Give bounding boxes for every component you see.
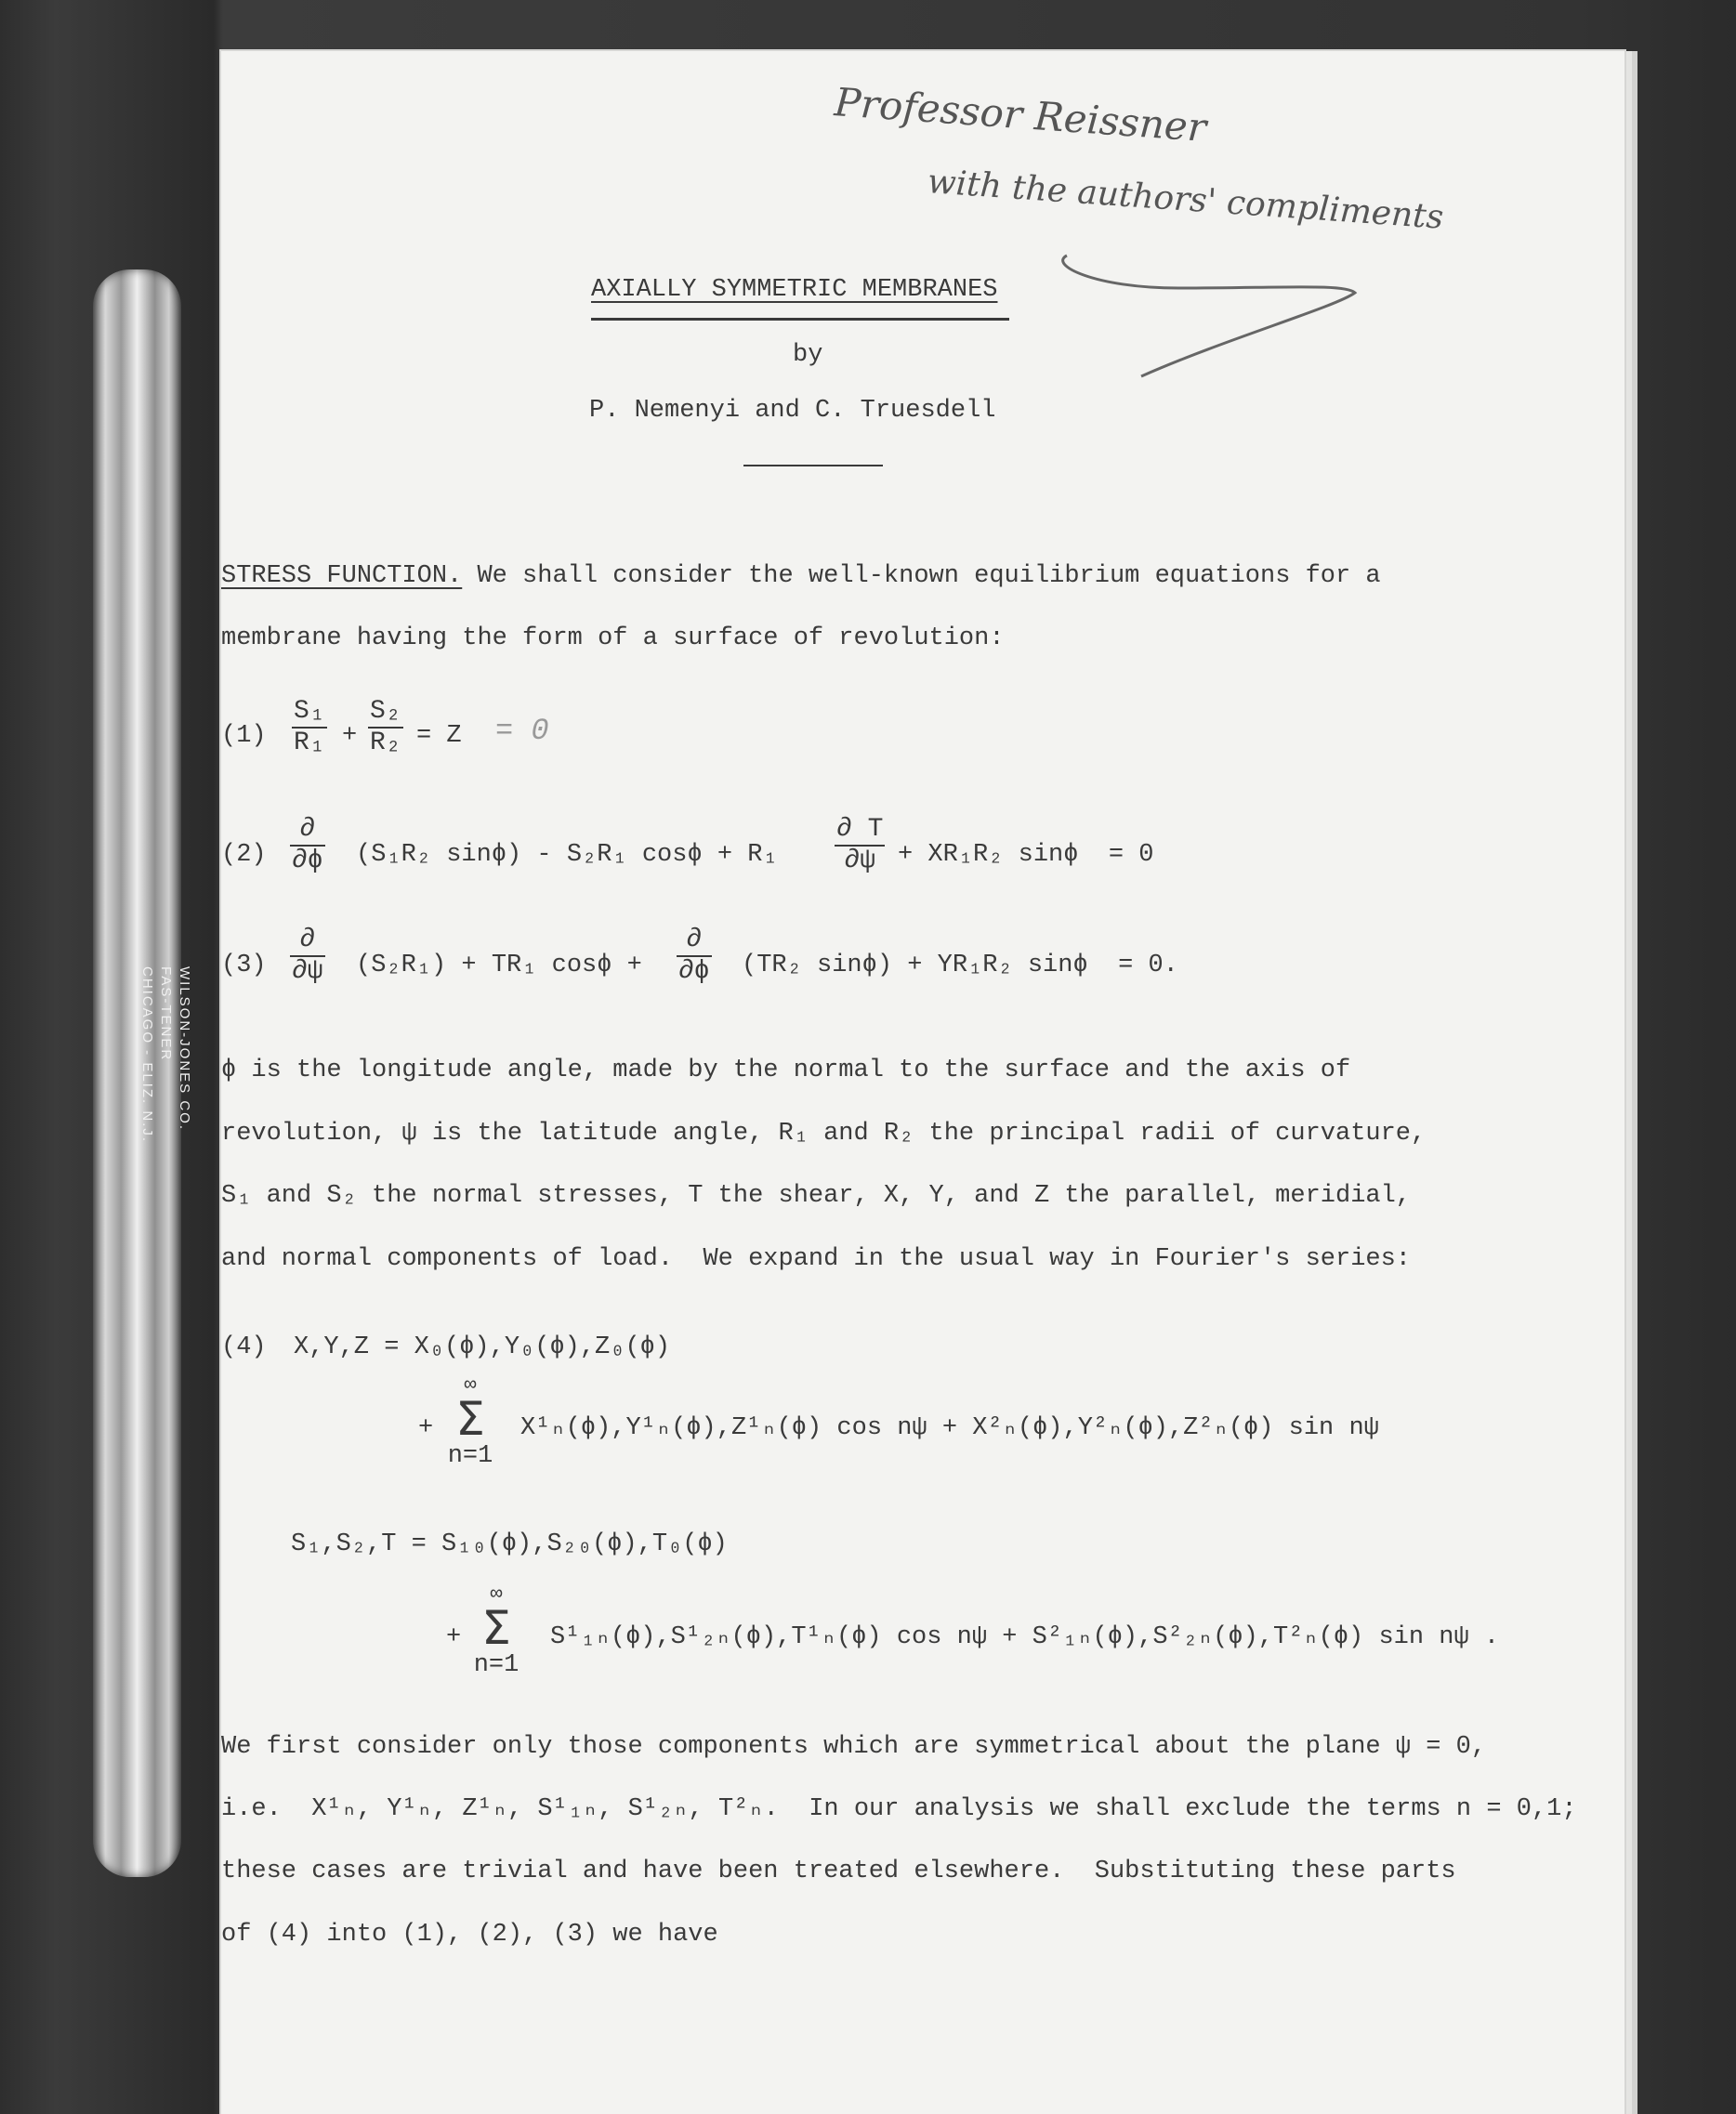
eq2-part2: + XR₁R₂ sinϕ = 0 — [898, 841, 1154, 869]
analysis-line-4: of (4) into (1), (2), (3) we have — [221, 1921, 718, 1949]
definitions-line-4: and normal components of load. We expand in the usual way in Fourier's series: — [221, 1245, 1412, 1273]
intro-text-1: We shall consider the well-known equilibrium equations for a — [462, 562, 1381, 590]
eq1-frac1-numerator: S₁ — [294, 697, 325, 726]
eq1-fraction-1 — [292, 697, 327, 758]
section-heading: STRESS FUNCTION. — [221, 562, 463, 590]
eq2-d2-denominator: ∂ψ — [835, 845, 885, 876]
eq5-sum-upper: ∞ — [490, 1582, 503, 1606]
paper-title: AXIALLY SYMMETRIC MEMBRANES — [591, 276, 998, 304]
eq5-summation — [468, 1584, 524, 1679]
eq4-sigma-symbol: Σ — [455, 1392, 485, 1446]
eq2-derivative-T — [835, 815, 885, 876]
eq4-line-2: X¹ₙ(ϕ),Y¹ₙ(ϕ),Z¹ₙ(ϕ) cos nψ + X²ₙ(ϕ),Y²ₙ(ϕ),Z²ₙ(ϕ) sin nψ — [520, 1414, 1379, 1442]
eq5-line-2: S¹₁ₙ(ϕ),S¹₂ₙ(ϕ),T¹ₙ(ϕ) cos nψ + S²₁ₙ(ϕ),S²₂ₙ(ϕ),T²ₙ(ϕ) sin nψ . — [550, 1623, 1500, 1651]
intro-line-1 — [221, 560, 1381, 592]
handwritten-dedication-line2: with the authors' compliments — [926, 163, 1445, 237]
eq2-d-numerator: ∂ — [299, 815, 316, 844]
eq5-plus: + — [446, 1623, 462, 1651]
document-page — [221, 51, 1624, 2114]
analysis-line-2: i.e. X¹ₙ, Y¹ₙ, Z¹ₙ, S¹₁ₙ, S¹₂ₙ, T²ₙ. In our analysis we shall exclude the terms n = 0,1; — [221, 1795, 1577, 1823]
eq3-d2-numerator: ∂ — [686, 926, 703, 954]
intro-line-2: membrane having the form of a surface of revolution: — [221, 624, 1005, 652]
eq2-d-denominator: ∂ϕ — [292, 847, 323, 875]
eq5-sigma-symbol: Σ — [481, 1601, 511, 1655]
eq3-d2-denominator: ∂ϕ — [678, 957, 710, 986]
eq5-sum-lower: n=1 — [473, 1651, 519, 1679]
spine-label: WILSON-JONES CO. FAS-TENER CHICAGO - ELIZ. N.J. — [139, 966, 192, 1144]
handwritten-flourish — [1039, 237, 1374, 386]
eq1-handwritten-annotation: = 0 — [495, 714, 549, 748]
by-label: by — [793, 341, 823, 369]
handwritten-dedication-line1: Professor Reissner — [833, 79, 1208, 151]
eq3-label: (3) — [221, 952, 267, 979]
eq3-derivative-phi — [677, 926, 712, 987]
eq4-sum-upper: ∞ — [464, 1373, 477, 1397]
eq1-label: (1) — [221, 722, 267, 750]
eq2-part1: (S₁R₂ sinϕ) - S₂R₁ cosϕ + R₁ — [356, 841, 778, 869]
definitions-line-1: ϕ is the longitude angle, made by the normal to the surface and the axis of — [221, 1057, 1351, 1084]
definitions-line-3: S₁ and S₂ the normal stresses, T the shear, X, Y, and Z the parallel, meridial, — [221, 1182, 1412, 1210]
eq1-frac2-denominator: R₂ — [370, 729, 401, 757]
eq3-d-numerator: ∂ — [299, 926, 316, 954]
title-underline — [591, 318, 1009, 321]
eq4-label: (4) — [221, 1333, 267, 1361]
eq2-label: (2) — [221, 841, 267, 869]
definitions-line-2: revolution, ψ is the latitude angle, R₁ and R₂ the principal radii of curvature, — [221, 1120, 1427, 1148]
eq1-frac1-denominator: R₁ — [294, 729, 325, 757]
eq2-derivative-phi — [290, 815, 325, 876]
eq1-plus: + — [342, 722, 358, 750]
eq4-line-1: X,Y,Z = X₀(ϕ),Y₀(ϕ),Z₀(ϕ) — [294, 1333, 671, 1361]
title-separator — [743, 465, 883, 466]
eq4-plus: + — [418, 1414, 434, 1442]
eq3-d-denominator: ∂ψ — [292, 957, 323, 986]
analysis-line-3: these cases are trivial and have been treated elsewhere. Substituting these parts — [221, 1858, 1456, 1885]
eq2-d2-numerator: ∂ T — [836, 815, 884, 844]
eq4-summation — [442, 1375, 498, 1470]
eq3-part1: (S₂R₁) + TR₁ cosϕ + — [356, 952, 642, 979]
eq3-derivative-psi — [290, 926, 325, 987]
eq1-fraction-2 — [368, 697, 403, 758]
analysis-line-1: We first consider only those components which are symmetrical about the plane ψ = 0, — [221, 1733, 1487, 1761]
eq1-frac2-numerator: S₂ — [370, 697, 401, 726]
eq5-line-1: S₁,S₂,T = S₁₀(ϕ),S₂₀(ϕ),T₀(ϕ) — [291, 1530, 728, 1558]
paper-authors: P. Nemenyi and C. Truesdell — [589, 397, 996, 425]
eq4-sum-lower: n=1 — [447, 1442, 493, 1470]
eq1-rhs: = Z — [416, 722, 462, 750]
eq3-part2: (TR₂ sinϕ) + YR₁R₂ sinϕ = 0. — [742, 952, 1178, 979]
